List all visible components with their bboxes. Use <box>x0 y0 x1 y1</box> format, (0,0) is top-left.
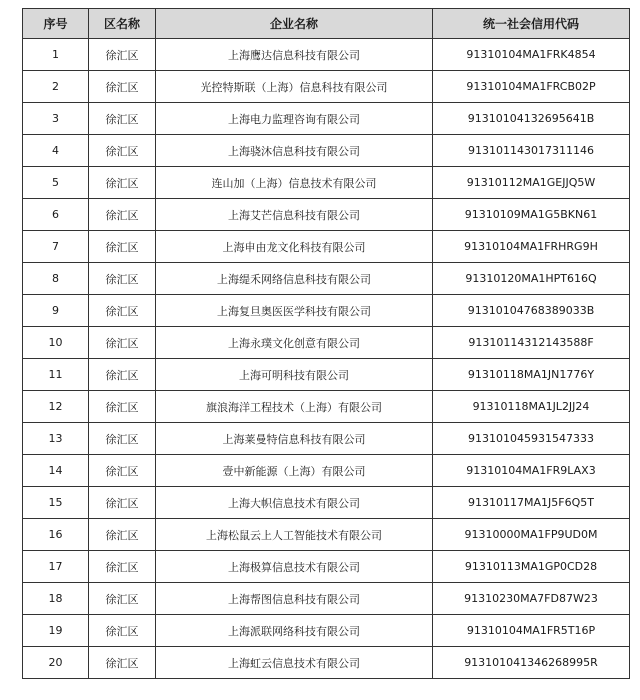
cell-serial: 15 <box>23 487 89 519</box>
cell-credit-code: 91310118MA1JL2JJ24 <box>433 391 630 423</box>
cell-credit-code: 91310117MA1J5F6Q5T <box>433 487 630 519</box>
table-row <box>23 359 630 391</box>
cell-company-name: 上海极算信息技术有限公司 <box>156 551 433 583</box>
cell-district: 徐汇区 <box>89 295 156 327</box>
cell-district: 徐汇区 <box>89 327 156 359</box>
cell-company-name: 上海鹰达信息科技有限公司 <box>156 39 433 71</box>
cell-company-name: 上海莱曼特信息科技有限公司 <box>156 423 433 455</box>
cell-company-name: 光控特斯联（上海）信息科技有限公司 <box>156 71 433 103</box>
cell-district: 徐汇区 <box>89 519 156 551</box>
cell-credit-code: 91310230MA7FD87W23 <box>433 583 630 615</box>
cell-company-name: 上海缇禾网络信息科技有限公司 <box>156 263 433 295</box>
cell-company-name: 上海申由龙文化科技有限公司 <box>156 231 433 263</box>
cell-credit-code: 91310104MA1FRK4854 <box>433 39 630 71</box>
cell-district: 徐汇区 <box>89 551 156 583</box>
cell-serial: 10 <box>23 327 89 359</box>
table-header <box>23 9 630 39</box>
cell-company-name: 上海虹云信息技术有限公司 <box>156 647 433 679</box>
cell-company-name: 上海复旦奥医医学科技有限公司 <box>156 295 433 327</box>
cell-district: 徐汇区 <box>89 359 156 391</box>
cell-credit-code: 91310104MA1FR5T16P <box>433 615 630 647</box>
table-row <box>23 455 630 487</box>
cell-company-name: 旗浪海洋工程技术（上海）有限公司 <box>156 391 433 423</box>
cell-credit-code: 91310104MA1FRCB02P <box>433 71 630 103</box>
cell-serial: 12 <box>23 391 89 423</box>
cell-credit-code: 91310104768389033B <box>433 295 630 327</box>
table-row <box>23 423 630 455</box>
table-row <box>23 135 630 167</box>
table-row <box>23 167 630 199</box>
cell-serial: 17 <box>23 551 89 583</box>
cell-company-name: 上海派联网络科技有限公司 <box>156 615 433 647</box>
cell-serial: 8 <box>23 263 89 295</box>
cell-company-name: 上海松鼠云上人工智能技术有限公司 <box>156 519 433 551</box>
table-body <box>23 39 630 679</box>
cell-credit-code: 91310114312143588F <box>433 327 630 359</box>
cell-credit-code: 91310109MA1G5BKN61 <box>433 199 630 231</box>
cell-credit-code: 91310104132695641B <box>433 103 630 135</box>
cell-company-name: 壹中新能源（上海）有限公司 <box>156 455 433 487</box>
cell-district: 徐汇区 <box>89 135 156 167</box>
table-row <box>23 71 630 103</box>
cell-district: 徐汇区 <box>89 583 156 615</box>
cell-district: 徐汇区 <box>89 391 156 423</box>
cell-company-name: 上海艾芒信息科技有限公司 <box>156 199 433 231</box>
header-credit-code: 统一社会信用代码 <box>433 9 630 39</box>
cell-serial: 9 <box>23 295 89 327</box>
header-serial: 序号 <box>23 9 89 39</box>
table-row <box>23 487 630 519</box>
cell-serial: 1 <box>23 39 89 71</box>
cell-serial: 6 <box>23 199 89 231</box>
table-row <box>23 647 630 679</box>
cell-serial: 20 <box>23 647 89 679</box>
table-row <box>23 231 630 263</box>
cell-credit-code: 91310104MA1FR9LAX3 <box>433 455 630 487</box>
header-company-name: 企业名称 <box>156 9 433 39</box>
cell-serial: 13 <box>23 423 89 455</box>
cell-credit-code: 91310000MA1FP9UD0M <box>433 519 630 551</box>
cell-credit-code: 913101041346268995R <box>433 647 630 679</box>
cell-company-name: 上海永璞文化创意有限公司 <box>156 327 433 359</box>
cell-district: 徐汇区 <box>89 71 156 103</box>
table-row <box>23 583 630 615</box>
table-row <box>23 391 630 423</box>
table-row <box>23 295 630 327</box>
cell-company-name: 上海骁沐信息科技有限公司 <box>156 135 433 167</box>
table-row <box>23 103 630 135</box>
cell-company-name: 上海电力监理咨询有限公司 <box>156 103 433 135</box>
cell-district: 徐汇区 <box>89 423 156 455</box>
cell-company-name: 连山加（上海）信息技术有限公司 <box>156 167 433 199</box>
cell-serial: 16 <box>23 519 89 551</box>
table-row <box>23 519 630 551</box>
cell-credit-code: 91310120MA1HPT616Q <box>433 263 630 295</box>
document-page <box>22 8 629 679</box>
cell-district: 徐汇区 <box>89 263 156 295</box>
cell-credit-code: 913101045931547333 <box>433 423 630 455</box>
header-row <box>23 9 630 39</box>
cell-district: 徐汇区 <box>89 199 156 231</box>
cell-serial: 5 <box>23 167 89 199</box>
table-row <box>23 199 630 231</box>
cell-serial: 4 <box>23 135 89 167</box>
cell-serial: 14 <box>23 455 89 487</box>
cell-credit-code: 91310118MA1JN1776Y <box>433 359 630 391</box>
cell-district: 徐汇区 <box>89 487 156 519</box>
table-row <box>23 263 630 295</box>
cell-serial: 3 <box>23 103 89 135</box>
cell-district: 徐汇区 <box>89 39 156 71</box>
cell-credit-code: 91310104MA1FRHRG9H <box>433 231 630 263</box>
cell-district: 徐汇区 <box>89 647 156 679</box>
table-row <box>23 39 630 71</box>
cell-credit-code: 91310113MA1GP0CD28 <box>433 551 630 583</box>
cell-credit-code: 91310112MA1GEJJQ5W <box>433 167 630 199</box>
cell-district: 徐汇区 <box>89 103 156 135</box>
cell-credit-code: 913101143017311146 <box>433 135 630 167</box>
cell-serial: 18 <box>23 583 89 615</box>
cell-district: 徐汇区 <box>89 615 156 647</box>
table-row <box>23 615 630 647</box>
cell-serial: 19 <box>23 615 89 647</box>
cell-company-name: 上海可明科技有限公司 <box>156 359 433 391</box>
cell-district: 徐汇区 <box>89 455 156 487</box>
cell-company-name: 上海大帜信息技术有限公司 <box>156 487 433 519</box>
header-district: 区名称 <box>89 9 156 39</box>
cell-serial: 7 <box>23 231 89 263</box>
cell-company-name: 上海帮图信息科技有限公司 <box>156 583 433 615</box>
cell-district: 徐汇区 <box>89 167 156 199</box>
company-table <box>22 8 630 679</box>
table-row <box>23 551 630 583</box>
cell-serial: 11 <box>23 359 89 391</box>
cell-district: 徐汇区 <box>89 231 156 263</box>
table-row <box>23 327 630 359</box>
cell-serial: 2 <box>23 71 89 103</box>
